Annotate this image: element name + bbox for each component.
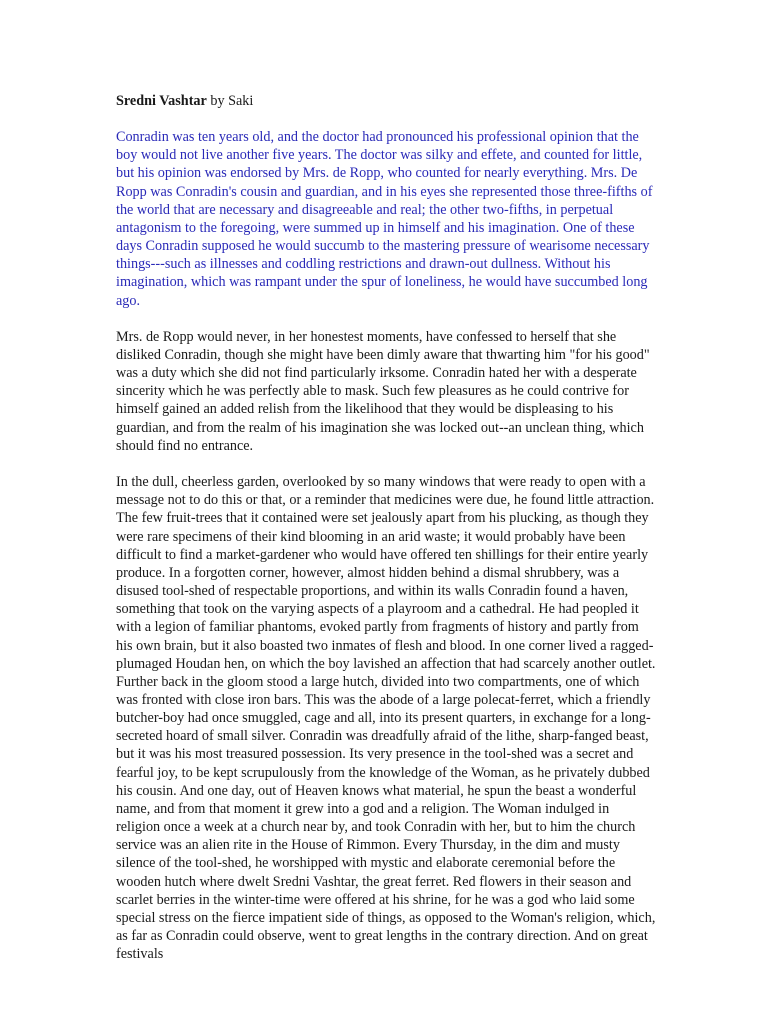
story-byline: by Saki [206, 93, 254, 109]
paragraph-2: Mrs. de Ropp would never, in her honestest moments, have confessed to herself that she disliked Conradin, though she might have been dimly aware that thwarting him "for his good" was a duty which she did not find particularly irksome. Conradin hated her with a desperate sincerity which he was perfectly able to mask. Such few pleasures as he could contrive for himself gained an added relish from the likelihood that they would be displeasing to his guardian, and from the realm of his imagination she was locked out--an unclean thing, which should find no entrance. [116, 328, 650, 454]
paragraph-1[interactable]: Conradin was ten years old, and the doctor had pronounced his professional opinion that the boy would not live another five years. The doctor was silky and effete, and counted for little, but his opinion was endorsed by Mrs. de Ropp, who counted for nearly everything. Mrs. De Ropp was Conradin's cousin and guardian, and in his eyes she represented those three-fifths of the world that are necessary and disagreeable and real; the other two-fifths, in perpetual antagonism to the foregoing, were summed up in himself and his imagination. One of these days Conradin supposed he would succumb to the mastering pressure of wearisome necessary things---such as illnesses and coddling restrictions and drawn-out dullness. Without his imagination, which was rampant under the spur of loneliness, he would have succumbed long ago. [116, 129, 653, 309]
document-page [116, 92, 656, 981]
title-line [116, 92, 656, 110]
story-title: Sredni Vashtar [116, 93, 207, 109]
paragraph-3: In the dull, cheerless garden, overlooked by so many windows that were ready to open with a message not to do this or that, or a reminder that medicines were due, he found little attraction. The few fruit-trees that it contained were set jealously apart from his plucking, as though they were rare specimens of their kind blooming in an arid waste; it would probably have been difficult to find a market-gardener who would have offered ten shillings for their entire yearly produce. In a forgotten corner, however, almost hidden behind a dismal shrubbery, was a disused tool-shed of respectable proportions, and within its walls Conradin found a haven, something that took on the varying aspects of a playroom and a cathedral. He had peopled it with a legion of familiar phantoms, evoked partly from fragments of history and partly from his own brain, but it also boasted two inmates of flesh and blood. In one corner lived a ragged-plumaged Houdan hen, on which the boy lavished an affection that had scarcely another outlet. Further back in the gloom stood a large hutch, divided into two compartments, one of which was fronted with close iron bars. This was the abode of a large polecat-ferret, which a friendly butcher-boy had once smuggled, cage and all, into its present quarters, in exchange for a long-secreted hoard of small silver. Conradin was dreadfully afraid of the lithe, sharp-fanged beast, but it was his most treasured possession. Its very presence in the tool-shed was a secret and fearful joy, to be kept scrupulously from the knowledge of the Woman, as he privately dubbed his cousin. And one day, out of Heaven knows what material, he spun the beast a wonderful name, and from that moment it grew into a god and a religion. The Woman indulged in religion once a week at a church near by, and took Conradin with her, but to him the church service was an alien rite in the House of Rimmon. Every Thursday, in the dim and musty silence of the tool-shed, he worshipped with mystic and elaborate ceremonial before the wooden hutch where dwelt Sredni Vashtar, the great ferret. Red flowers in their season and scarlet berries in the winter-time were offered at his shrine, for he was a god who laid some special stress on the fierce impatient side of things, as opposed to the Woman's religion, which, as far as Conradin could observe, went to great lengths in the contrary direction. And on great festivals [116, 474, 656, 963]
